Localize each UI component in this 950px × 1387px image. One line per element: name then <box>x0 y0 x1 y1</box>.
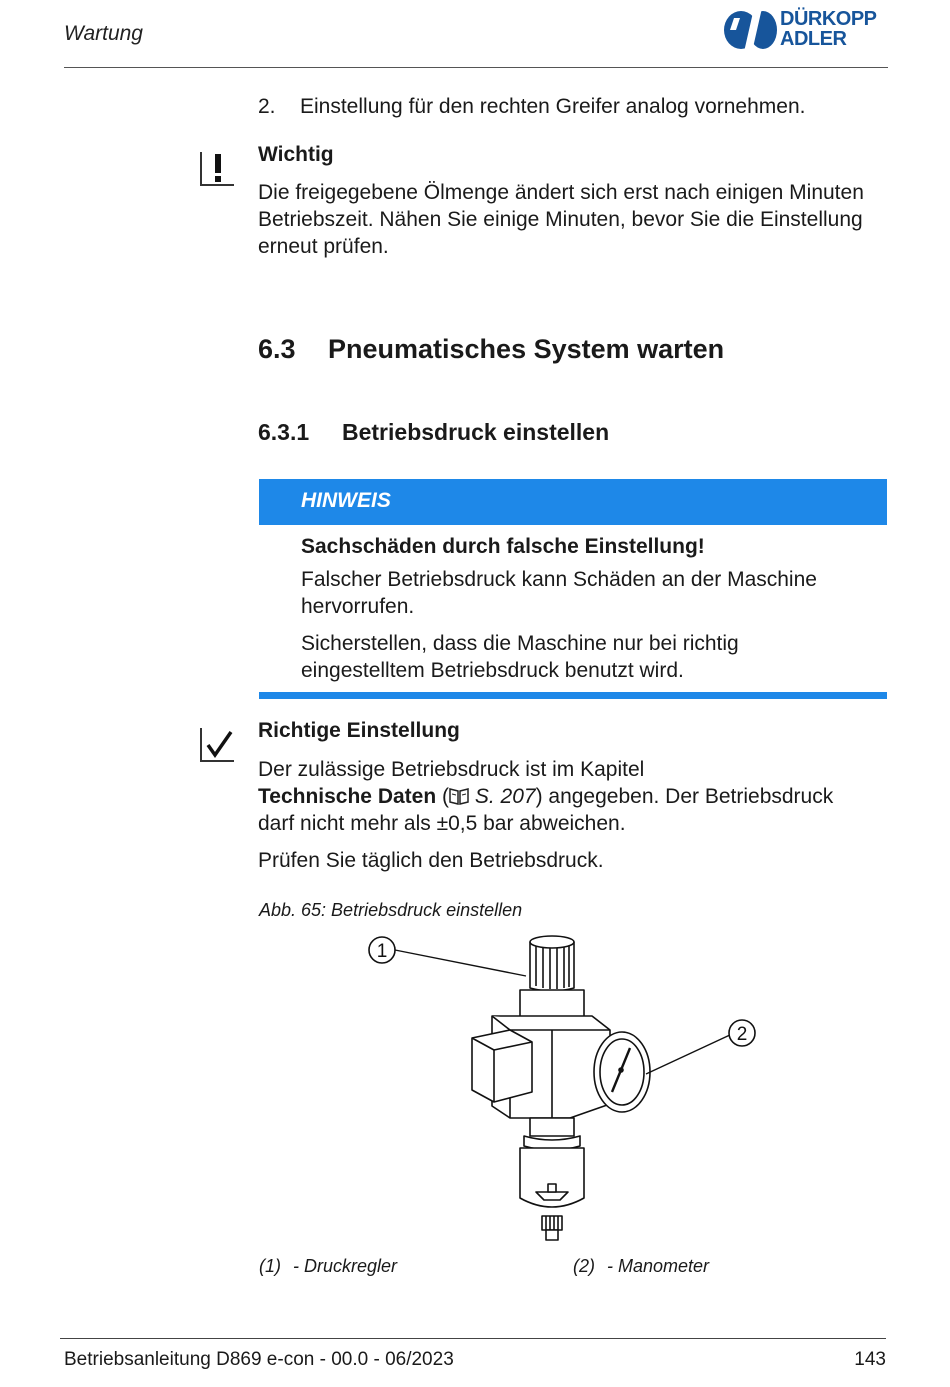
callout-1-label: 1 <box>376 941 388 962</box>
page-number: 143 <box>854 1349 886 1370</box>
pressure-regulator-illustration <box>360 930 780 1250</box>
correct-para2: Prüfen Sie täglich den Betriebsdruck. <box>258 849 604 872</box>
subsection-title: Betriebsdruck einstellen <box>342 419 610 445</box>
subsection-number: 6.3.1 <box>258 419 310 445</box>
section-heading <box>258 334 724 365</box>
book-icon <box>449 787 469 805</box>
legend-item-1 <box>259 1256 397 1277</box>
notice-banner <box>259 479 887 525</box>
important-line: Die freigegebene Ölmenge ändert sich erst nach einigen Minuten <box>258 181 864 204</box>
chapter-ref[interactable]: Technische Daten <box>258 785 437 808</box>
legend-number: (2) <box>573 1256 595 1276</box>
notice-bottom-rule <box>259 692 887 699</box>
footer-rule <box>60 1338 886 1339</box>
correct-line: darf nicht mehr als ±0,5 bar abweichen. <box>258 812 626 835</box>
exclamation-icon <box>200 152 234 186</box>
checkmark-icon <box>200 728 234 762</box>
brand-logo <box>722 6 892 54</box>
legend-item-2 <box>573 1256 709 1277</box>
correct-line: Der zulässige Betriebsdruck ist im Kapitel <box>258 758 645 781</box>
page-ref[interactable]: S. 207 <box>469 785 536 808</box>
header-rule <box>64 67 888 68</box>
figure-caption: Abb. 65: Betriebsdruck einstellen <box>259 900 523 920</box>
step-item <box>258 93 805 120</box>
notice-line: Falscher Betriebsdruck kann Schäden an der Maschine <box>301 568 817 591</box>
logo-mark-icon <box>722 8 778 52</box>
important-heading: Wichtig <box>258 143 334 166</box>
notice-line: Sicherstellen, dass die Maschine nur bei richtig <box>301 632 739 655</box>
logo-line1: DÜRKOPP <box>780 8 877 30</box>
running-header: Wartung <box>64 22 143 45</box>
section-number: 6.3 <box>258 334 296 364</box>
section-title: Pneumatisches System warten <box>328 334 725 364</box>
notice-line: eingestelltem Betriebsdruck benutzt wird. <box>301 659 684 682</box>
correct-heading: Richtige Einstellung <box>258 719 460 742</box>
important-text <box>258 179 864 260</box>
correct-text <box>258 756 888 837</box>
notice-label: HINWEIS <box>301 489 391 512</box>
notice-para1 <box>301 566 817 620</box>
footer-document-title: Betriebsanleitung D869 e-con - 00.0 - 06/2023 <box>64 1349 454 1370</box>
notice-line: hervorrufen. <box>301 595 415 618</box>
legend-label: - Manometer <box>607 1256 710 1276</box>
step-text: Einstellung für den rechten Greifer analog vornehmen. <box>300 95 806 118</box>
subsection-heading <box>258 419 609 446</box>
notice-para2 <box>301 630 739 684</box>
legend-label: - Druckregler <box>293 1256 398 1276</box>
important-line: erneut prüfen. <box>258 235 389 258</box>
step-number: 2. <box>258 95 276 118</box>
legend-number: (1) <box>259 1256 281 1276</box>
correct-line-ref: Technische Daten ( S. 207) angegeben. Der Betriebsdruck <box>258 785 834 808</box>
callout-2-label: 2 <box>736 1024 748 1045</box>
logo-line2: ADLER <box>780 28 847 50</box>
notice-heading: Sachschäden durch falsche Einstellung! <box>301 535 705 558</box>
important-line: Betriebszeit. Nähen Sie einige Minuten, bevor Sie die Einstellung <box>258 208 863 231</box>
